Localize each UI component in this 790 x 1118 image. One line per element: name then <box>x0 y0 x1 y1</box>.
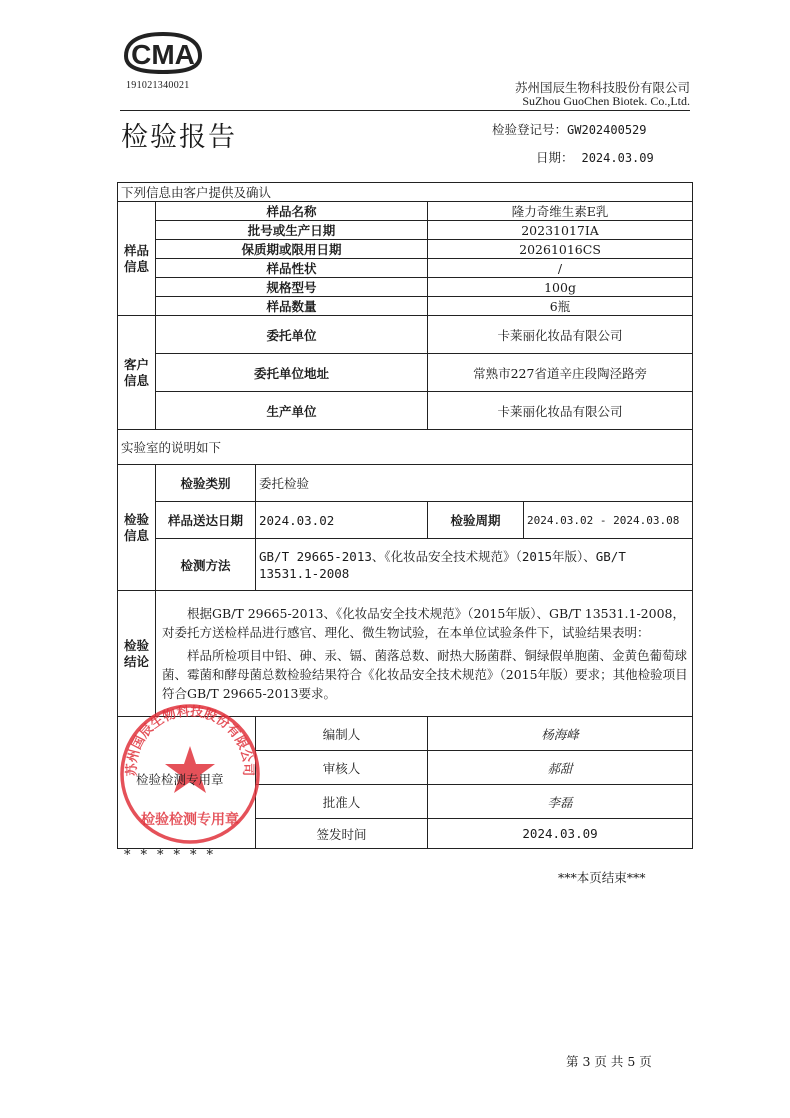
client-address-label: 委托单位地址 <box>156 354 428 392</box>
spec-value: 100g <box>428 278 693 297</box>
seal-label: 检验检测专用章 <box>141 812 239 828</box>
delivery-date-value: 2024.03.02 <box>256 502 428 539</box>
manufacturer-label: 生产单位 <box>156 392 428 430</box>
conclusion-label: 检验结论 <box>118 591 156 717</box>
sample-form-value: / <box>428 259 693 278</box>
conclusion-text <box>156 591 693 717</box>
test-method-label: 检测方法 <box>156 539 256 591</box>
reg-label: 检验登记号： <box>492 122 568 137</box>
delivery-date-label: 样品送达日期 <box>156 502 256 539</box>
test-period-label: 检验周期 <box>428 502 524 539</box>
sample-name-value: 隆力奇维生素E乳 <box>428 202 693 221</box>
cma-code: 191021340021 <box>126 80 190 91</box>
client-section-caption: 下列信息由客户提供及确认 <box>118 183 693 202</box>
client-value: 卡莱丽化妆品有限公司 <box>428 316 693 354</box>
test-type-label: 检验类别 <box>156 465 256 502</box>
svg-text:苏州国辰生物科技股份有限公司: 苏州国辰生物科技股份有限公司 <box>124 704 256 777</box>
end-stars: ****** <box>124 848 223 863</box>
svg-text:CMA: CMA <box>131 39 195 70</box>
company-name-cn: 苏州国辰生物科技股份有限公司 <box>514 80 690 95</box>
cma-logo <box>122 30 204 74</box>
registration-number <box>492 120 647 138</box>
quantity-value: 6瓶 <box>428 297 693 316</box>
compiler-label: 编制人 <box>256 717 428 751</box>
sample-form-label: 样品性状 <box>156 259 428 278</box>
compiler-signature: 杨海峰 <box>428 717 693 751</box>
header-divider <box>120 110 690 111</box>
customer-info-label: 客户信息 <box>118 316 156 430</box>
client-label: 委托单位 <box>156 316 428 354</box>
reviewer-signature: 郝甜 <box>428 751 693 785</box>
client-address-value: 常熟市227省道辛庄段陶泾路旁 <box>428 354 693 392</box>
quantity-label: 样品数量 <box>156 297 428 316</box>
date-value: 2024.03.09 <box>581 151 654 165</box>
reviewer-label: 审核人 <box>256 751 428 785</box>
expiry-label: 保质期或限用日期 <box>156 240 428 259</box>
lab-section-caption: 实验室的说明如下 <box>118 430 693 465</box>
reg-value: GW202400529 <box>567 123 647 137</box>
batch-value: 20231017IA <box>428 221 693 240</box>
sample-info-label: 样品信息 <box>118 202 156 316</box>
issue-date-value: 2024.03.09 <box>428 819 693 849</box>
test-info-label: 检验信息 <box>118 465 156 591</box>
page-end-note: ***本页结束*** <box>558 870 646 885</box>
spec-label: 规格型号 <box>156 278 428 297</box>
stamp-overlay-text: 检验检测专用章 <box>136 772 224 787</box>
sample-name-label: 样品名称 <box>156 202 428 221</box>
conclusion-paragraph-2: 样品所检项目中铅、砷、汞、镉、菌落总数、耐热大肠菌群、铜绿假单胞菌、金黄色葡萄球菌、霉菌和酵母菌总数检验结果符合《化妆品安全技术规范》（2015年版）要求；其他检验项目符合GB/T 29665-2013要求。 <box>162 648 688 701</box>
issue-date-label: 签发时间 <box>256 819 428 849</box>
page-number: 第 3 页 共 5 页 <box>566 1054 652 1069</box>
test-period-value: 2024.03.02 - 2024.03.08 <box>524 502 693 539</box>
test-type-value: 委托检验 <box>256 465 693 502</box>
conclusion-paragraph-1: 根据GB/T 29665-2013、《化妆品安全技术规范》（2015年版）、GB/T 13531.1-2008，对委托方送检样品进行感官、理化、微生物试验，在本单位试验条件下，试验结果表明： <box>162 606 685 640</box>
report-date <box>536 148 654 166</box>
company-name-en: SuZhou GuoChen Biotek. Co.,Ltd. <box>522 94 690 108</box>
approver-signature: 李磊 <box>428 785 693 819</box>
approver-label: 批准人 <box>256 785 428 819</box>
date-label: 日期： <box>536 150 574 165</box>
expiry-value: 20261016CS <box>428 240 693 259</box>
manufacturer-value: 卡莱丽化妆品有限公司 <box>428 392 693 430</box>
report-title: 检验报告 <box>121 122 237 153</box>
batch-label: 批号或生产日期 <box>156 221 428 240</box>
test-method-value: GB/T 29665-2013、《化妆品安全技术规范》（2015年版）、GB/T 13531.1-2008 <box>256 539 693 591</box>
